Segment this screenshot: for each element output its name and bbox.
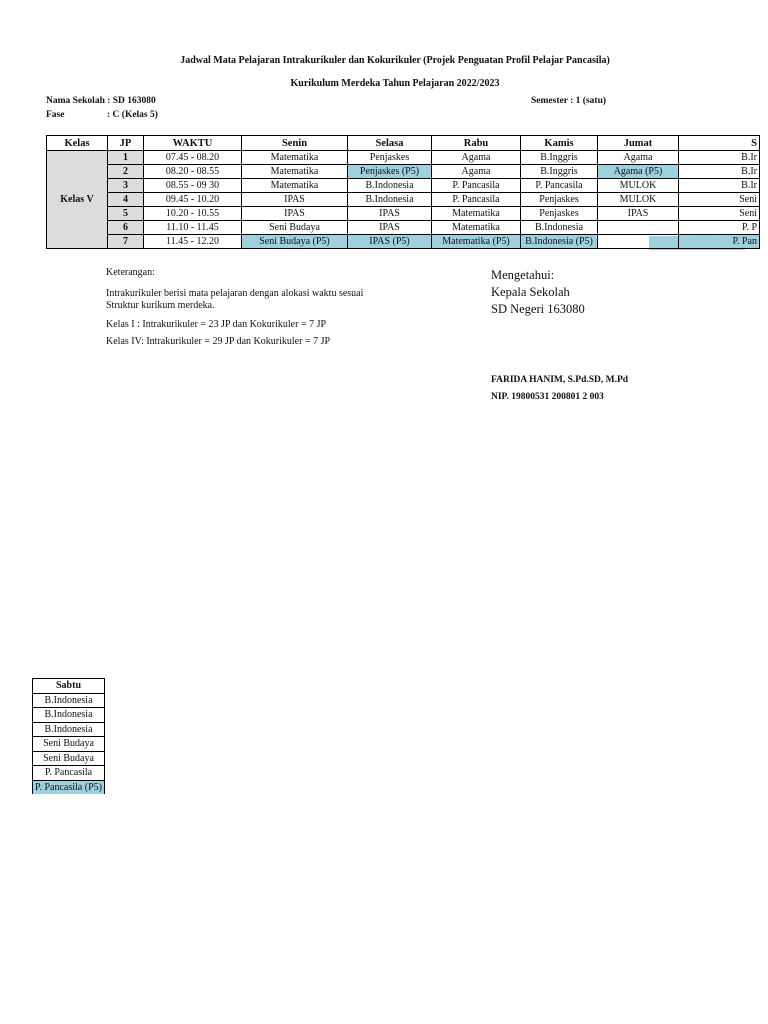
sabtu-cell: Seni [679, 193, 760, 207]
selasa-cell: IPAS [348, 221, 432, 235]
selasa-cell: B.Indonesia [348, 193, 432, 207]
jumat-cell [598, 221, 679, 235]
col-header: Kamis [521, 136, 598, 151]
overflow-header: Sabtu [33, 679, 105, 694]
kamis-cell: B.Indonesia (P5) [521, 235, 598, 249]
jp-cell: 5 [108, 207, 144, 221]
signatory-name: FARIDA HANIM, S.Pd.SD, M.Pd [491, 375, 629, 385]
rabu-cell: Matematika [432, 221, 521, 235]
waktu-cell: 11.10 - 11.45 [144, 221, 242, 235]
sabtu-cell: Seni [679, 207, 760, 221]
schedule-table [46, 135, 760, 249]
col-header: JP [108, 136, 144, 151]
signatory-nip: NIP. 19800531 200801 2 003 [491, 392, 604, 402]
fase-label: Fase [46, 110, 65, 120]
school-name: Nama Sekolah : SD 163080 [46, 96, 156, 106]
overflow-sabtu-column [32, 678, 105, 794]
kamis-cell: B.Inggris [521, 165, 598, 179]
notes-line-1: Intrakurikuler berisi mata pelajaran dengan alokasi waktu sesuai [106, 288, 364, 299]
notes-line-4: Kelas IV: Intrakurikuler = 29 JP dan Kokurikuler = 7 JP [106, 336, 331, 347]
jumat-cell: IPAS [598, 207, 679, 221]
rabu-cell: P. Pancasila [432, 193, 521, 207]
senin-cell: IPAS [242, 193, 348, 207]
sabtu-cell: P. P [679, 221, 760, 235]
signature-line-1: Mengetahui: [491, 268, 555, 282]
selasa-cell: Penjaskes [348, 151, 432, 165]
selasa-cell: Penjaskes (P5) [348, 165, 432, 179]
table-row [47, 235, 760, 249]
col-header: Kelas [47, 136, 108, 151]
senin-cell: Seni Budaya [242, 221, 348, 235]
semester: Semester : 1 (satu) [531, 96, 607, 106]
table-row [47, 165, 760, 179]
waktu-cell: 10.20 - 10.55 [144, 207, 242, 221]
sabtu-cell: B.Ir [679, 151, 760, 165]
table-row [47, 221, 760, 235]
selasa-cell: B.Indonesia [348, 179, 432, 193]
notes-heading: Keterangan: [106, 267, 155, 278]
col-header: Jumat [598, 136, 679, 151]
waktu-cell: 07.45 - 08.20 [144, 151, 242, 165]
selasa-cell: IPAS [348, 207, 432, 221]
document-title: Jadwal Mata Pelajaran Intrakurikuler dan Kokurikuler (Projek Penguatan Profil Pelajar Pancasila) [180, 55, 610, 66]
rabu-cell: P. Pancasila [432, 179, 521, 193]
jp-cell: 7 [108, 235, 144, 249]
overflow-cell: Seni Budaya [33, 751, 105, 766]
overflow-cell: P. Pancasila (P5) [33, 780, 105, 794]
document-subtitle: Kurikulum Merdeka Tahun Pelajaran 2022/2023 [290, 78, 500, 89]
senin-cell: Matematika [242, 165, 348, 179]
waktu-cell: 08.20 - 08.55 [144, 165, 242, 179]
waktu-cell: 11.45 - 12.20 [144, 235, 242, 249]
jp-cell: 2 [108, 165, 144, 179]
kamis-cell: Penjaskes [521, 207, 598, 221]
col-header: Selasa [348, 136, 432, 151]
rabu-cell: Agama [432, 151, 521, 165]
jumat-cell: Agama (P5) [598, 165, 679, 179]
senin-cell: Matematika [242, 151, 348, 165]
jumat-cell: MULOK [598, 179, 679, 193]
senin-cell: Seni Budaya (P5) [242, 235, 348, 249]
sabtu-cell: B.Ir [679, 165, 760, 179]
notes-line-2: Struktur kurikum merdeka. [106, 300, 215, 311]
overflow-cell: B.Indonesia [33, 708, 105, 723]
jp-cell: 1 [108, 151, 144, 165]
kamis-cell: P. Pancasila [521, 179, 598, 193]
overflow-cell: Seni Budaya [33, 737, 105, 752]
senin-cell: Matematika [242, 179, 348, 193]
jumat-cell: Agama [598, 151, 679, 165]
col-header: S [679, 136, 760, 151]
table-row [47, 179, 760, 193]
kelas-cell: Kelas V [47, 151, 108, 249]
fase-value: : C (Kelas 5) [107, 110, 158, 120]
col-header: Senin [242, 136, 348, 151]
rabu-cell: Matematika (P5) [432, 235, 521, 249]
table-row [47, 151, 760, 165]
overflow-cell: B.Indonesia [33, 693, 105, 708]
jp-cell: 6 [108, 221, 144, 235]
kamis-cell: Penjaskes [521, 193, 598, 207]
jp-cell: 3 [108, 179, 144, 193]
senin-cell: IPAS [242, 207, 348, 221]
col-header: Rabu [432, 136, 521, 151]
overflow-cell: P. Pancasila [33, 766, 105, 781]
notes-line-3: Kelas I : Intrakurikuler = 23 JP dan Kokurikuler = 7 JP [106, 319, 327, 330]
waktu-cell: 09.45 - 10.20 [144, 193, 242, 207]
table-row [47, 207, 760, 221]
rabu-cell: Matematika [432, 207, 521, 221]
table-row [47, 193, 760, 207]
kamis-cell: B.Indonesia [521, 221, 598, 235]
signature-line-2: Kepala Sekolah [491, 285, 570, 299]
schedule-table-wrapper [46, 135, 768, 251]
jumat-cell: MULOK [598, 193, 679, 207]
jumat-cell [598, 235, 679, 249]
signature-line-3: SD Negeri 163080 [491, 302, 585, 316]
sabtu-cell: B.Ir [679, 179, 760, 193]
overflow-sabtu-table [32, 678, 105, 794]
waktu-cell: 08.55 - 09 30 [144, 179, 242, 193]
sabtu-cell: P. Pan [679, 235, 760, 249]
selasa-cell: IPAS (P5) [348, 235, 432, 249]
jp-cell: 4 [108, 193, 144, 207]
overflow-cell: B.Indonesia [33, 722, 105, 737]
table-header-row [47, 136, 760, 151]
kamis-cell: B.Inggris [521, 151, 598, 165]
rabu-cell: Agama [432, 165, 521, 179]
col-header: WAKTU [144, 136, 242, 151]
